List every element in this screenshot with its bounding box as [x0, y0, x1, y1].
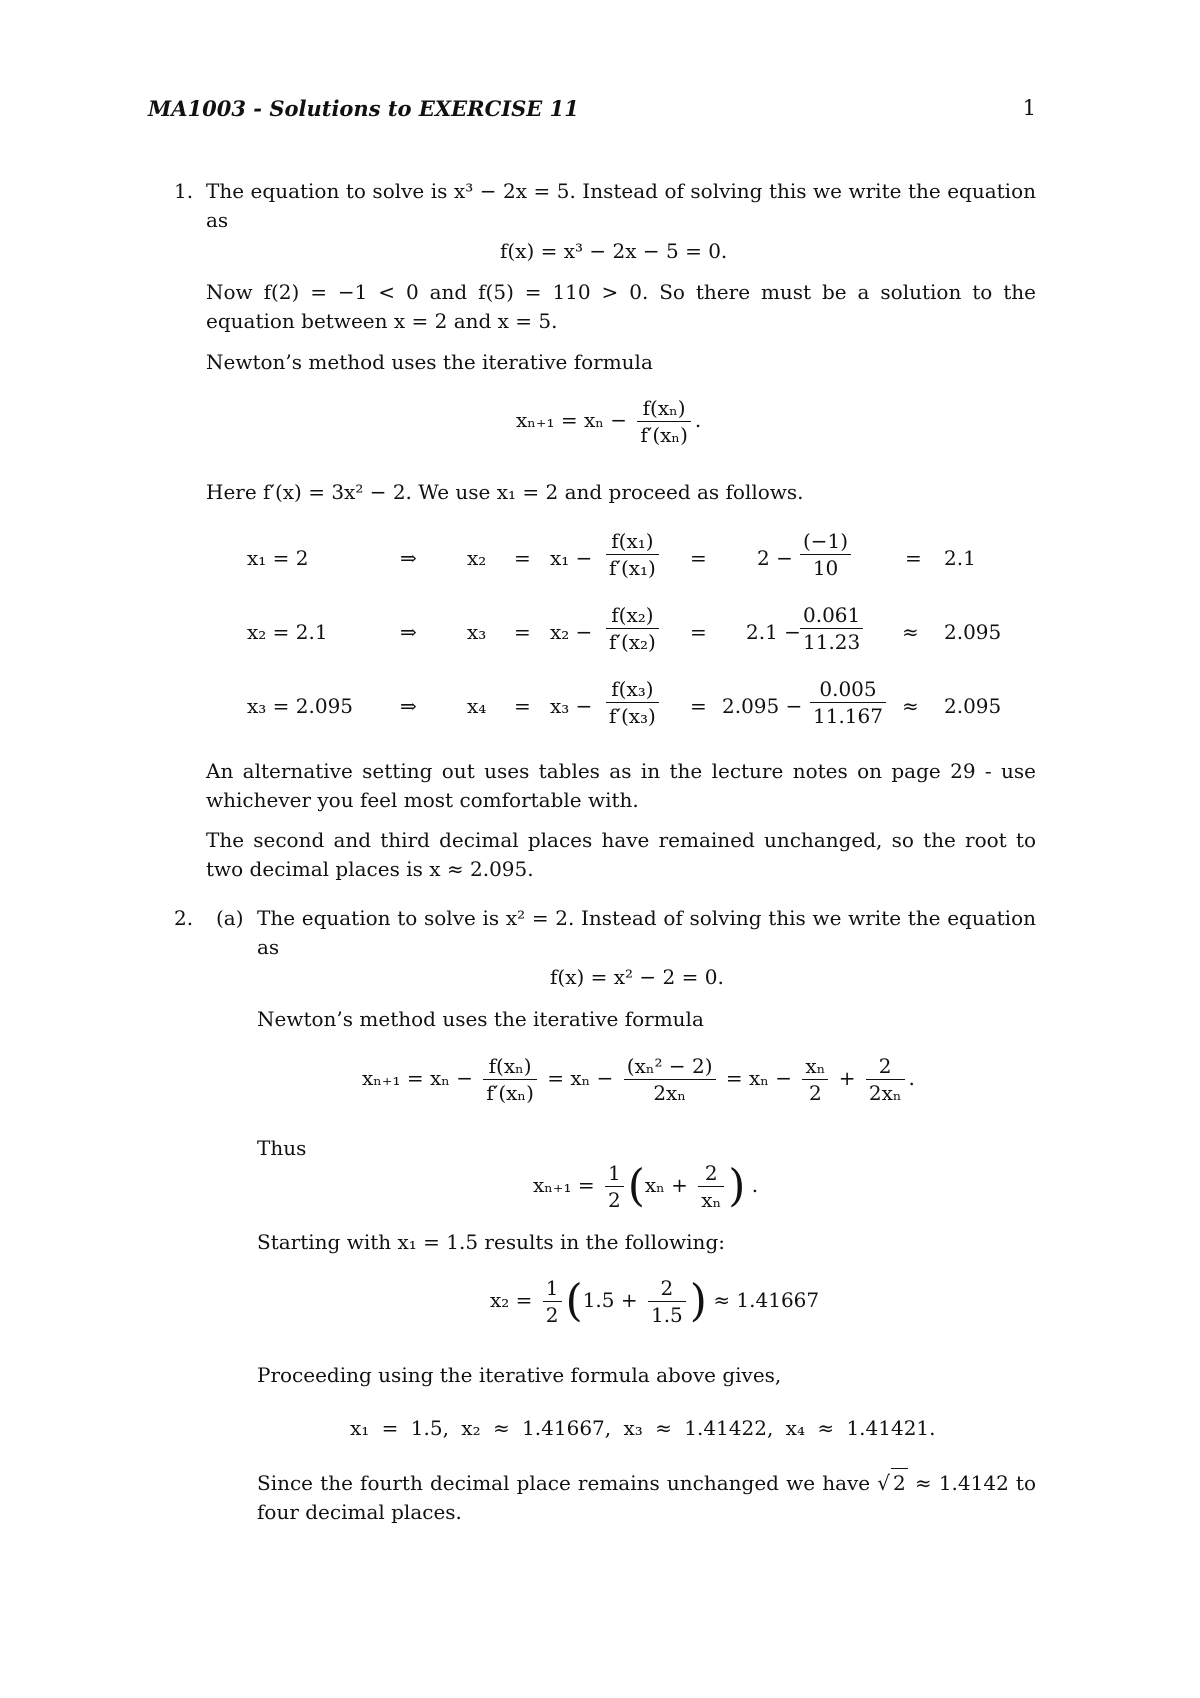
- equation-newton-formula: [362, 1053, 915, 1106]
- relation-symbol: ≈: [902, 620, 919, 644]
- equals-symbol: =: [690, 546, 707, 570]
- implies-symbol: ⇒: [400, 694, 417, 718]
- text-part: Since the fourth decimal place remains unchanged we have: [257, 1471, 871, 1495]
- paragraph: Now f(2) = −1 < 0 and f(5) = 110 > 0. So there must be a solution to the equation between x = 2 and x = 5.: [206, 280, 1036, 333]
- row-start: x₃ = 2.095: [247, 694, 354, 718]
- denominator: 2xₙ: [624, 1079, 716, 1106]
- radical-sign: √: [877, 1471, 891, 1495]
- row-term: x₃ −: [550, 694, 593, 718]
- row-lhs: x₃: [467, 620, 487, 644]
- denominator: f′(x₁): [606, 554, 659, 581]
- paragraph: Thus: [257, 1136, 307, 1160]
- equation-part: xₙ₊₁ = xₙ −: [362, 1066, 474, 1090]
- numerator: f(xₙ): [642, 396, 686, 420]
- equation: f(x) = x³ − 2x − 5 = 0.: [500, 239, 728, 263]
- page-header: [148, 96, 1036, 126]
- denominator: 11.23: [800, 628, 863, 655]
- row-lhs: x₂: [467, 546, 487, 570]
- equation-part: 1.5 +: [582, 1288, 638, 1312]
- equation-part: xₙ +: [644, 1173, 688, 1197]
- denominator: 2: [605, 1186, 624, 1213]
- numerator: 1: [607, 1161, 621, 1185]
- fraction: [543, 1275, 562, 1328]
- equation-part: ≈ 1.41667: [713, 1288, 820, 1312]
- equation-iteration: [533, 1160, 758, 1213]
- numerator: 0.061: [803, 603, 861, 627]
- fraction: [698, 1160, 724, 1213]
- question-part-label: (a): [216, 906, 244, 930]
- equals-symbol: =: [690, 694, 707, 718]
- row-value-prefix: 2 −: [757, 546, 793, 570]
- paragraph: Proceeding using the iterative formula above gives,: [257, 1363, 782, 1387]
- paragraph: Newton’s method uses the iterative formula: [206, 350, 653, 374]
- equation-part: .: [694, 408, 702, 432]
- equation-part: = xₙ −: [725, 1066, 793, 1090]
- paragraph: Here f′(x) = 3x² − 2. We use x₁ = 2 and proceed as follows.: [206, 480, 804, 504]
- numerator: 1: [545, 1276, 559, 1300]
- denominator: 1.5: [648, 1301, 686, 1328]
- denominator: f′(x₃): [606, 702, 659, 729]
- fraction: [796, 602, 867, 655]
- equation-first-step: [490, 1275, 819, 1328]
- fraction: [648, 1275, 686, 1328]
- page-number: 1: [1022, 96, 1036, 120]
- right-paren: ): [728, 1160, 746, 1212]
- denominator: xₙ: [698, 1186, 724, 1213]
- denominator: f′(xₙ): [483, 1079, 536, 1106]
- denominator: f′(xₙ): [637, 421, 690, 448]
- numerator: f(xₙ): [488, 1054, 532, 1078]
- denominator: 10: [800, 554, 851, 581]
- equals-symbol: =: [514, 620, 531, 644]
- numerator: 0.005: [819, 677, 877, 701]
- equation-newton-formula: [516, 395, 701, 448]
- question-number: 1.: [174, 179, 194, 203]
- fraction: [806, 676, 890, 729]
- equals-symbol: =: [690, 620, 707, 644]
- denominator: 2: [802, 1079, 828, 1106]
- row-result: 2.1: [944, 546, 976, 570]
- equals-symbol: =: [514, 546, 531, 570]
- implies-symbol: ⇒: [400, 620, 417, 644]
- row-value-prefix: 2.095 −: [722, 694, 803, 718]
- equation-part: xₙ₊₁ =: [533, 1173, 595, 1197]
- equation-part: +: [838, 1066, 856, 1090]
- numerator: f(x₂): [611, 603, 654, 627]
- paragraph: The equation to solve is x³ − 2x = 5. Instead of solving this we write the equation as: [206, 179, 1036, 232]
- question-number: 2.: [174, 906, 194, 930]
- equation-part: xₙ₊₁ = xₙ −: [516, 408, 628, 432]
- row-result: 2.095: [944, 620, 1002, 644]
- row-lhs: x₄: [467, 694, 487, 718]
- fraction: [637, 395, 690, 448]
- fraction: [866, 1053, 905, 1106]
- row-term: x₂ −: [550, 620, 593, 644]
- fraction: [602, 528, 663, 581]
- fraction: [602, 676, 663, 729]
- right-paren: ): [689, 1275, 707, 1327]
- left-paren: (: [565, 1275, 583, 1327]
- equation-part: x₂ =: [490, 1288, 533, 1312]
- fraction: [483, 1053, 536, 1106]
- denominator: f′(x₂): [606, 628, 659, 655]
- numerator: (xₙ² − 2): [626, 1054, 713, 1078]
- fraction: [605, 1160, 624, 1213]
- text-part: ≈ 1.4142 to four decimal places.: [257, 1471, 1037, 1524]
- equation-part: = xₙ −: [547, 1066, 614, 1090]
- paragraph: [257, 1468, 1036, 1527]
- fraction: [602, 602, 663, 655]
- equals-symbol: =: [514, 694, 531, 718]
- numerator: f(x₁): [611, 529, 654, 553]
- paragraph: Starting with x₁ = 1.5 results in the following:: [257, 1230, 725, 1254]
- denominator: 2xₙ: [866, 1079, 905, 1106]
- numerator: f(x₃): [611, 677, 654, 701]
- implies-symbol: ⇒: [400, 546, 417, 570]
- numerator: (−1): [803, 529, 849, 553]
- row-value-prefix: 2.1 −: [746, 620, 801, 644]
- relation-symbol: ≈: [902, 694, 919, 718]
- paragraph: The equation to solve is x² = 2. Instead of solving this we write the equation as: [257, 906, 1036, 959]
- row-start: x₂ = 2.1: [247, 620, 328, 644]
- paragraph: The second and third decimal places have remained unchanged, so the root to two decimal places is x ≈ 2.095.: [206, 828, 1036, 881]
- equation-part: .: [751, 1173, 759, 1197]
- numerator: 2: [878, 1054, 892, 1078]
- page-title: MA1003 - Solutions to EXERCISE 11: [148, 96, 579, 121]
- denominator: 11.167: [810, 702, 886, 729]
- radicand: 2: [891, 1468, 908, 1498]
- fraction: [624, 1053, 716, 1106]
- row-term: x₁ −: [550, 546, 593, 570]
- relation-symbol: =: [905, 546, 922, 570]
- row-start: x₁ = 2: [247, 546, 309, 570]
- numerator: xₙ: [805, 1054, 826, 1078]
- equation: f(x) = x² − 2 = 0.: [550, 965, 724, 989]
- paragraph: An alternative setting out uses tables as in the lecture notes on page 29 - use whichever you feel most comfortable with.: [206, 759, 1036, 812]
- equation-iterates: x₁ = 1.5, x₂ ≈ 1.41667, x₃ ≈ 1.41422, x₄ ≈ 1.41421.: [350, 1416, 936, 1440]
- numerator: 2: [660, 1276, 674, 1300]
- row-result: 2.095: [944, 694, 1002, 718]
- equation-part: .: [908, 1066, 915, 1090]
- left-paren: (: [627, 1160, 645, 1212]
- fraction: [796, 528, 855, 581]
- fraction: [802, 1053, 828, 1106]
- paragraph: Newton’s method uses the iterative formula: [257, 1007, 704, 1031]
- denominator: 2: [543, 1301, 562, 1328]
- numerator: 2: [704, 1161, 718, 1185]
